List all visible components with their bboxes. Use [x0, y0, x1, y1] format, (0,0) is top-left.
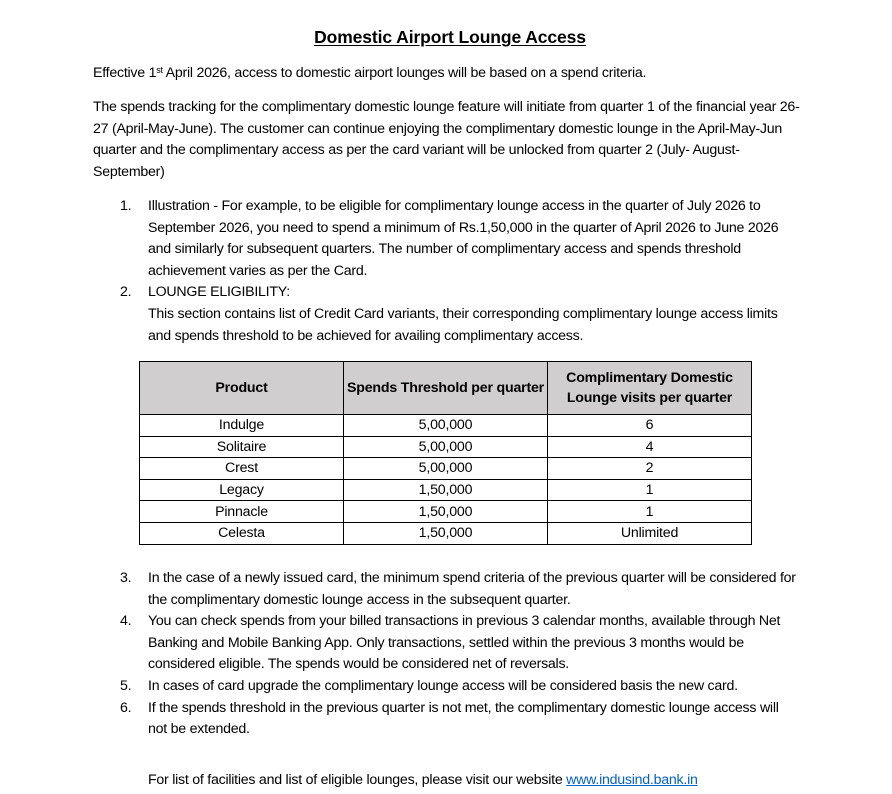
cell-threshold: 5,00,000	[344, 415, 548, 437]
list-item	[120, 611, 800, 676]
lounge-eligibility-table	[139, 361, 752, 545]
list-text: You can check spends from your billed transactions in previous 3 calendar months, available through Net Banking and Mobile Banking App. Only transactions, settled within the previous 3 months would be considered eligible. The spends would be considered net of reversals.	[148, 613, 781, 673]
list-text: In the case of a newly issued card, the minimum spend criteria of the previous quarter will be considered for the complimentary domestic lounge access in the subsequent quarter.	[148, 570, 796, 608]
cell-visits: 4	[548, 436, 752, 458]
header-spends-threshold: Spends Threshold per quarter	[344, 362, 548, 415]
list-number: 2.	[120, 284, 132, 301]
list-heading: LOUNGE ELIGIBILITY:	[148, 284, 290, 301]
footer-note	[148, 770, 698, 791]
list-text: In cases of card upgrade the complimentary lounge access will be considered basis the new card.	[148, 677, 738, 694]
cell-visits: Unlimited	[548, 522, 752, 544]
table-row	[140, 479, 752, 501]
list-number: 4.	[120, 613, 132, 630]
cell-product: Legacy	[140, 479, 344, 501]
cell-threshold: 1,50,000	[344, 501, 548, 523]
intro-superscript: st	[156, 65, 163, 75]
list-item	[120, 568, 800, 611]
cell-threshold: 1,50,000	[344, 479, 548, 501]
cell-threshold: 5,00,000	[344, 436, 548, 458]
tracking-paragraph: The spends tracking for the complimentary domestic lounge feature will initiate from quarter 1 of the financial year 26-27 (April-May-June). The customer can continue enjoying the complimentary domestic lounge in the April-May-Jun quarter and the complimentary access as per the card variant will be unlocked from quarter 2 (July- August-September)	[93, 99, 800, 180]
table-row	[140, 415, 752, 437]
list-text: Illustration - For example, to be eligible for complimentary lounge access in the quarter of July 2026 to September 2026, you need to spend a minimum of Rs.1,50,000 in the quarter of April 2026 to June 2026 and similarly for subsequent quarters. The number of complimentary access and spends threshold achievement varies as per the Card.	[148, 198, 779, 279]
cell-product: Pinnacle	[140, 501, 344, 523]
intro-suffix: April 2026, access to domestic airport lounges will be based on a spend criteria.	[162, 65, 647, 81]
cell-product: Celesta	[140, 522, 344, 544]
table-row	[140, 436, 752, 458]
cell-threshold: 1,50,000	[344, 522, 548, 544]
list-number: 6.	[120, 699, 132, 716]
table-row	[140, 458, 752, 480]
intro-prefix: Effective 1	[93, 65, 157, 81]
cell-product: Crest	[140, 458, 344, 480]
footer-text: For list of facilities and list of eligible lounges, please visit our website	[148, 772, 567, 788]
table-header-row	[140, 362, 752, 415]
list-item	[120, 196, 800, 282]
list-number: 5.	[120, 677, 132, 694]
cell-visits: 2	[548, 458, 752, 480]
numbered-list-part-1	[120, 196, 800, 347]
table-row	[140, 522, 752, 544]
cell-product: Indulge	[140, 415, 344, 437]
table-row	[140, 501, 752, 523]
cell-visits: 6	[548, 415, 752, 437]
list-text: If the spends threshold in the previous quarter is not met, the complimentary domestic lounge access will not be extended.	[148, 699, 779, 738]
list-number: 1.	[120, 198, 132, 214]
list-item	[120, 676, 800, 698]
header-product: Product	[140, 362, 344, 415]
document-title: Domestic Airport Lounge Access	[314, 27, 586, 47]
cell-visits: 1	[548, 501, 752, 523]
website-link[interactable]: www.indusind.bank.in	[566, 772, 698, 788]
list-number: 3.	[120, 570, 132, 586]
cell-visits: 1	[548, 479, 752, 501]
cell-threshold: 5,00,000	[344, 458, 548, 480]
cell-product: Solitaire	[140, 436, 344, 458]
intro-paragraph	[93, 63, 803, 85]
list-item	[120, 282, 800, 347]
list-text: This section contains list of Credit Card variants, their corresponding complimentary lounge access limits and spends threshold to be achieved for availing complimentary access.	[148, 305, 778, 344]
numbered-list-part-2	[120, 568, 800, 741]
list-item	[120, 698, 800, 741]
header-lounge-visits: Complimentary Domestic Lounge visits per quarter	[548, 362, 752, 415]
